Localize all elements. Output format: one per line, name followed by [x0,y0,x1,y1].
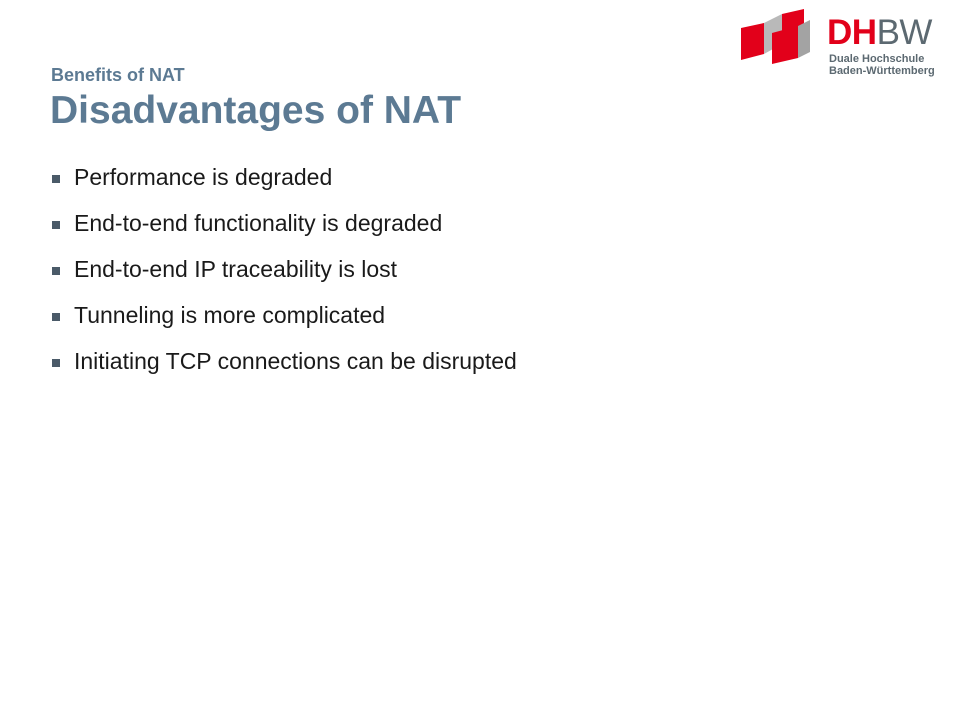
logo-subline-2: Baden-Württemberg [829,65,935,77]
bullet-item [52,350,517,396]
square-bullet-icon [52,221,60,229]
logo-wordmark [827,15,932,50]
bullet-item [52,258,517,304]
square-bullet-icon [52,359,60,367]
logo-subline-1: Duale Hochschule [829,53,925,65]
bullet-text: End-to-end IP traceability is lost [74,256,398,282]
slide-subtitle: Benefits of NAT [51,65,185,85]
square-bullet-icon [52,175,60,183]
bullet-text: Tunneling is more complicated [74,302,386,328]
bullet-text: End-to-end functionality is degraded [74,210,443,236]
bullet-item [52,304,517,350]
logo-wordmark-bold: DH [827,13,877,52]
bullet-item [52,166,517,212]
square-bullet-icon [52,267,60,275]
bullet-text: Initiating TCP connections can be disrupted [74,348,517,374]
logo-wordmark-light: BW [876,13,932,52]
dhbw-logo [738,6,952,78]
bullet-item [52,212,517,258]
slide-title: Disadvantages of NAT [50,89,462,132]
square-bullet-icon [52,313,60,321]
bullet-text: Performance is degraded [74,164,333,190]
dhbw-logo-mark-icon [738,6,828,70]
bullet-list [52,166,517,396]
